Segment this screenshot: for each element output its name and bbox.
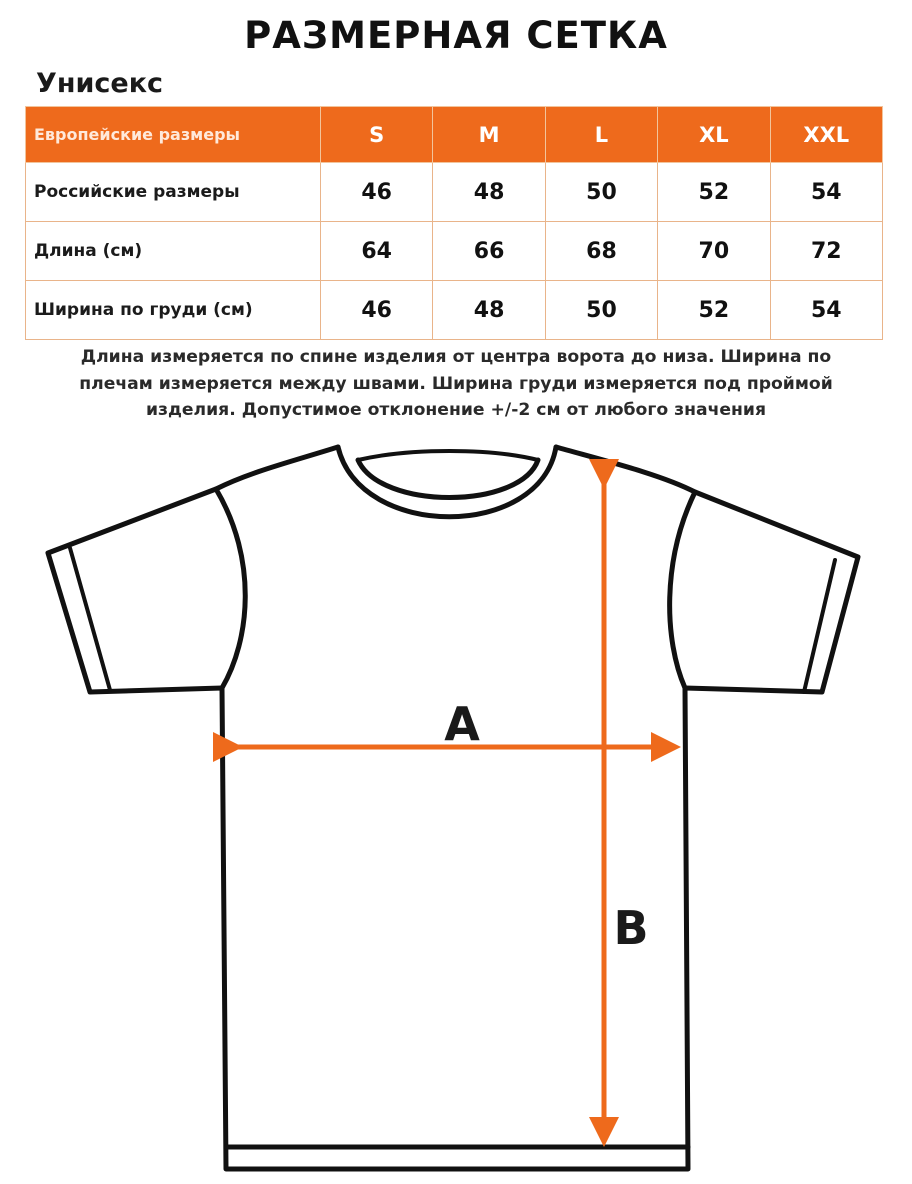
tshirt-collar-top: [358, 451, 538, 460]
size-header-m: M: [433, 107, 545, 163]
size-header-s: S: [321, 107, 433, 163]
table-header-row: [26, 107, 883, 163]
left-sleeve-cuff: [70, 548, 110, 690]
table-cell: 50: [545, 163, 657, 222]
left-sleeve-seam: [216, 489, 245, 688]
note-line: плечам измеряется между швами. Ширина груди измеряется под проймой: [79, 373, 833, 394]
row-label: Ширина по груди (см): [26, 281, 321, 340]
table-cell: 68: [545, 222, 657, 281]
tshirt-collar-inner: [358, 460, 538, 498]
table-cell: 52: [658, 163, 770, 222]
table-row: [26, 281, 883, 340]
table-row: [26, 163, 883, 222]
table-cell: 46: [321, 163, 433, 222]
table-row: [26, 222, 883, 281]
tshirt-diagram: [0, 430, 912, 1184]
size-header-xl: XL: [658, 107, 770, 163]
table-cell: 50: [545, 281, 657, 340]
size-header-l: L: [545, 107, 657, 163]
subtitle: Унисекс: [36, 68, 164, 99]
size-header-xxl: XXL: [770, 107, 882, 163]
table-cell: 54: [770, 281, 882, 340]
label-b: B: [613, 901, 649, 955]
table-header-label: Европейские размеры: [26, 107, 321, 163]
note-line: Длина измеряется по спине изделия от центра ворота до низа. Ширина по: [80, 347, 832, 367]
table-cell: 64: [321, 222, 433, 281]
page-title: РАЗМЕРНАЯ СЕТКА: [244, 14, 668, 57]
right-sleeve-seam: [670, 492, 695, 688]
table-cell: 48: [433, 281, 545, 340]
table-cell: 48: [433, 163, 545, 222]
table-cell: 46: [321, 281, 433, 340]
label-a: A: [444, 697, 480, 751]
row-label: Российские размеры: [26, 163, 321, 222]
row-label: Длина (см): [26, 222, 321, 281]
tshirt-body: [48, 447, 858, 1169]
table-cell: 66: [433, 222, 545, 281]
right-sleeve-cuff: [804, 560, 835, 692]
tshirt-outline: [48, 447, 858, 1169]
table-cell: 70: [658, 222, 770, 281]
note-line: изделия. Допустимое отклонение +/-2 см от любого значения: [145, 400, 767, 420]
size-table: [25, 106, 883, 340]
table-cell: 52: [658, 281, 770, 340]
table-cell: 54: [770, 163, 882, 222]
table-cell: 72: [770, 222, 882, 281]
measurement-note: [20, 344, 892, 424]
